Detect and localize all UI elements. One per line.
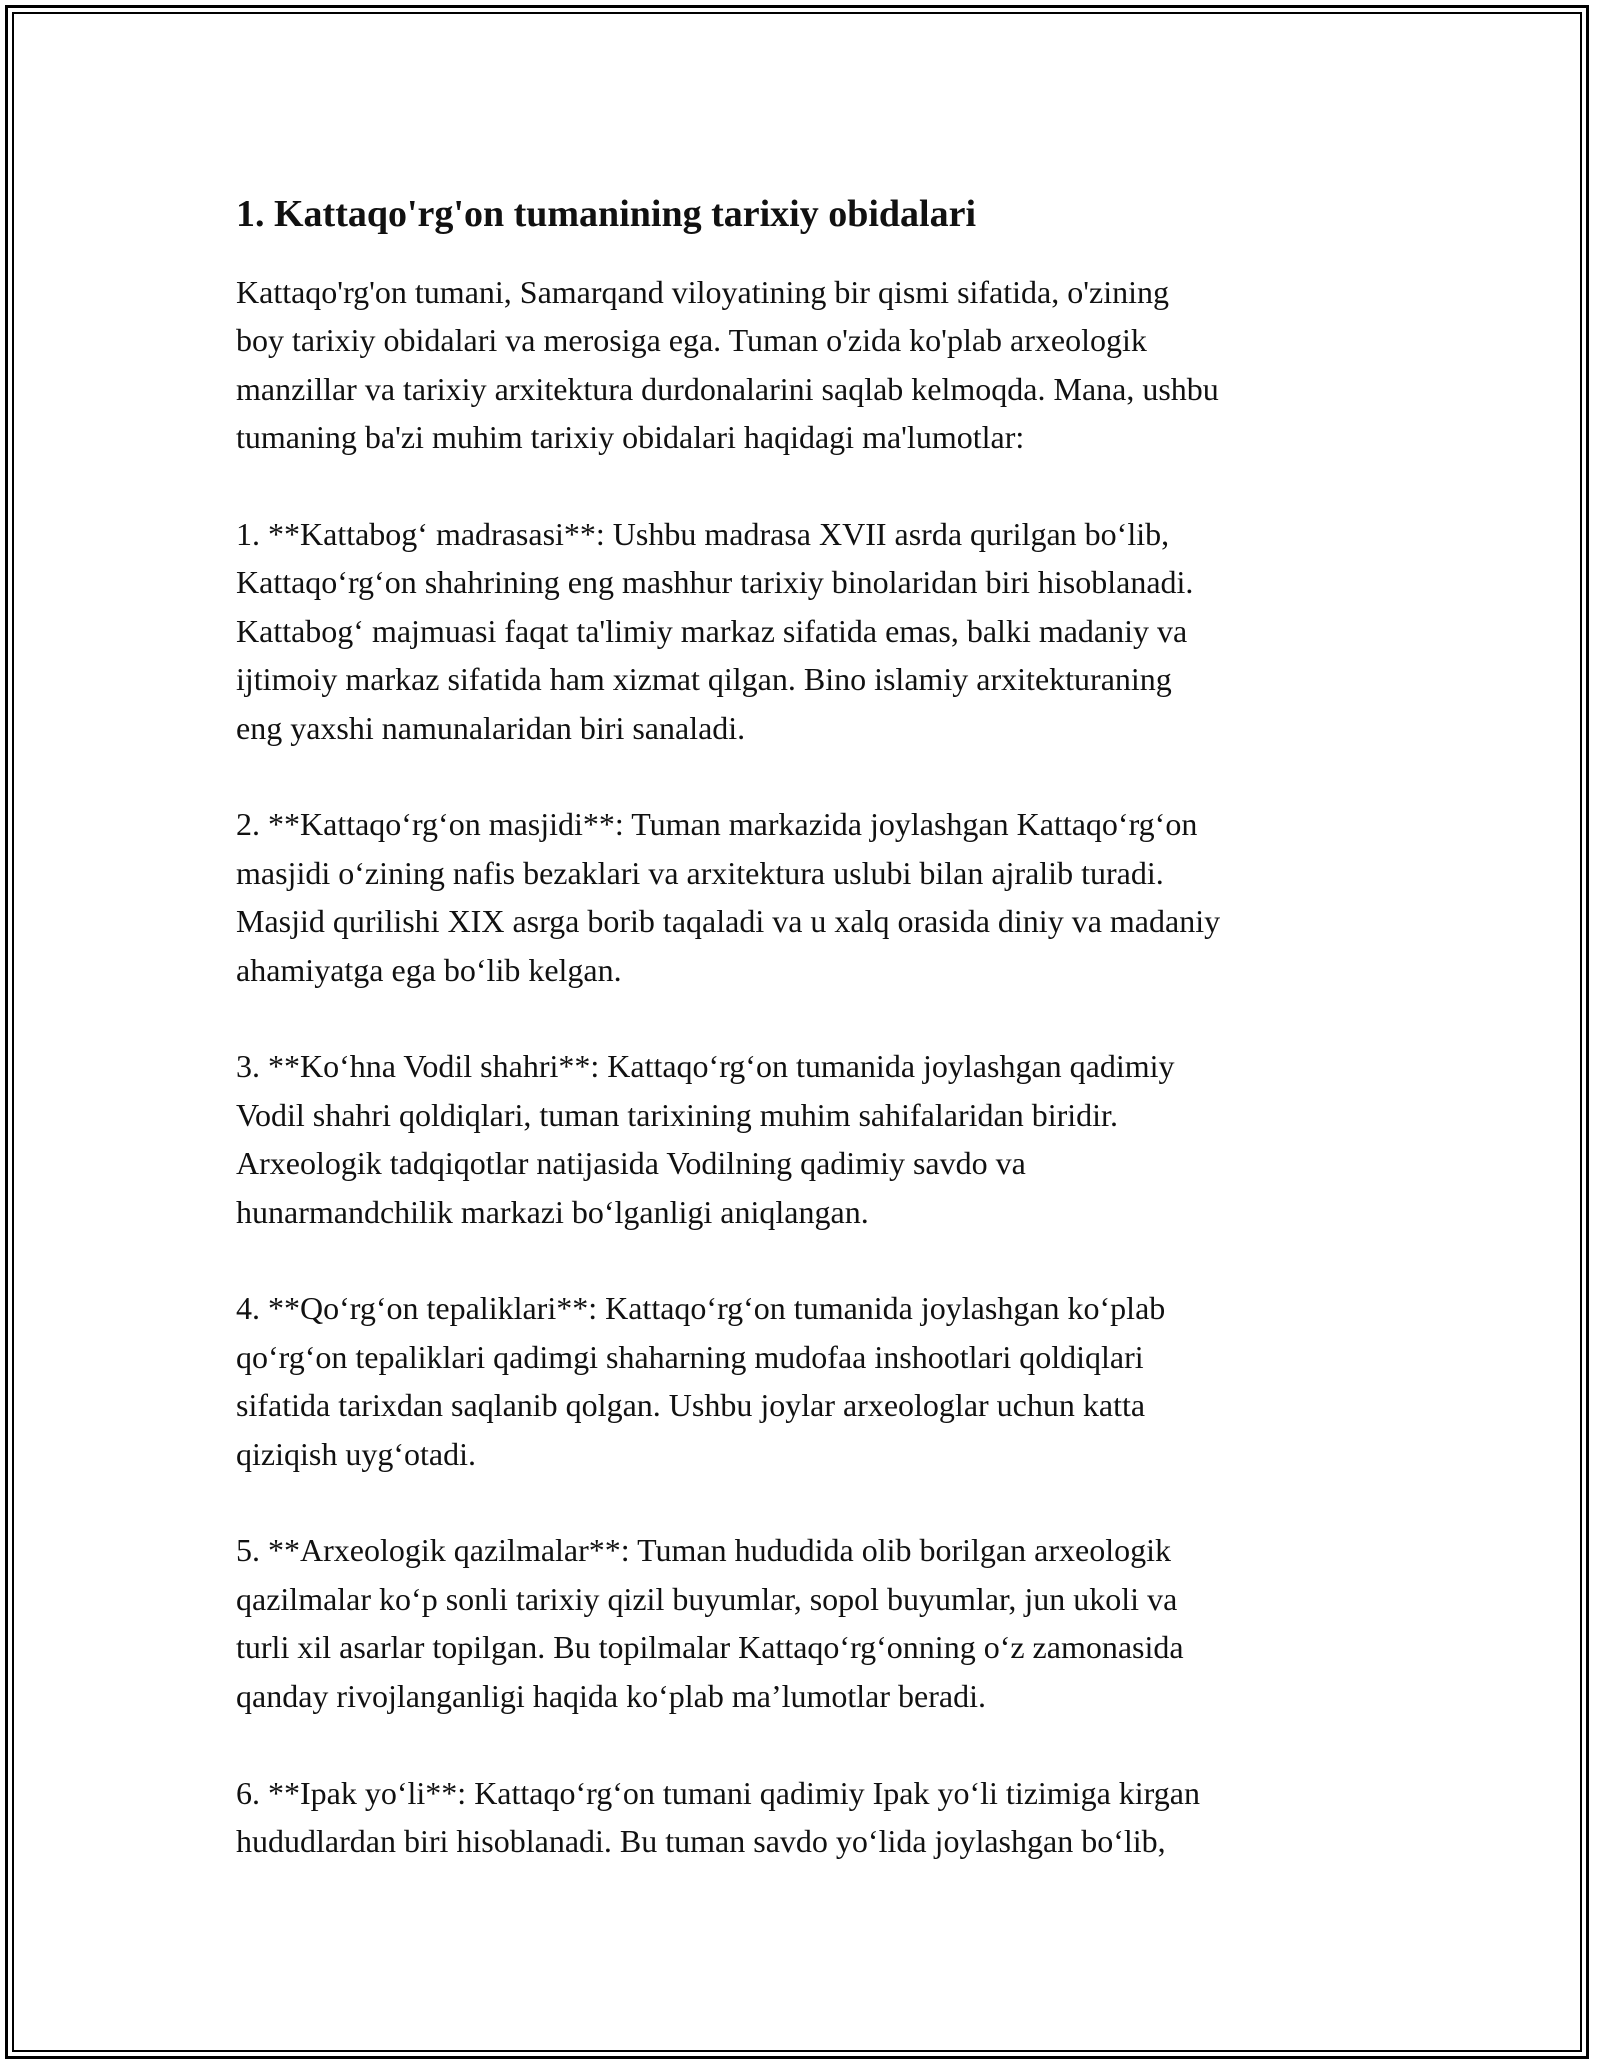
text-line: turli xil asarlar topilgan. Bu topilmalar Kattaqo‘rg‘onning o‘z zamonasida <box>236 1629 1184 1666</box>
text-line: Masjid qurilishi XIX asrga borib taqaladi va u xalq orasida diniy va madaniy <box>236 903 1221 940</box>
text-line: eng yaxshi namunalaridan biri sanaladi. <box>236 709 746 746</box>
text-line: hududlardan biri hisoblanadi. Bu tuman savdo yo‘lida joylashgan bo‘lib, <box>236 1822 1166 1859</box>
list-item-1 <box>236 510 1386 752</box>
text-line: ahamiyatga ega bo‘lib kelgan. <box>236 951 622 988</box>
list-item-5 <box>236 1526 1386 1720</box>
text-line: 3. **Ko‘hna Vodil shahri**: Kattaqo‘rg‘on tumanida joylashgan qadimiy <box>236 1048 1175 1085</box>
intro-paragraph <box>236 268 1386 462</box>
text-line: Kattaqo'rg'on tumani, Samarqand viloyatining bir qismi sifatida, o'zining <box>236 274 1169 310</box>
text-line: 6. **Ipak yo‘li**: Kattaqo‘rg‘on tumani qadimiy Ipak yo‘li tizimiga kirgan <box>236 1774 1200 1811</box>
text-line: 2. **Kattaqo‘rg‘on masjidi**: Tuman markazida joylashgan Kattaqo‘rg‘on <box>236 806 1198 843</box>
text-line: ijtimoiy markaz sifatida ham xizmat qilgan. Bino islamiy arxitekturaning <box>236 661 1172 698</box>
text-line: 1. **Kattabog‘ madrasasi**: Ushbu madrasa XVII asrda qurilgan bo‘lib, <box>236 516 1170 553</box>
text-line: qiziqish uyg‘otadi. <box>236 1435 476 1472</box>
text-line: qo‘rg‘on tepaliklari qadimgi shaharning mudofaa inshootlari qoldiqlari <box>236 1338 1144 1375</box>
text-line: 5. **Arxeologik qazilmalar**: Tuman hududida olib borilgan arxeologik <box>236 1532 1171 1569</box>
text-line: tumaning ba'zi muhim tarixiy obidalari haqidagi ma'lumotlar: <box>236 419 1025 456</box>
text-line: Kattaqo‘rg‘on shahrining eng mashhur tarixiy binolaridan biri hisoblanadi. <box>236 564 1194 601</box>
text-line: Kattabog‘ majmuasi faqat ta'limiy markaz sifatida emas, balki madaniy va <box>236 612 1188 649</box>
list-item-6 <box>236 1769 1386 1866</box>
text-line: qanday rivojlanganligi haqida ko‘plab ma’lumotlar beradi. <box>236 1677 986 1714</box>
document-body <box>236 184 1386 1865</box>
text-line: 4. **Qo‘rg‘on tepaliklari**: Kattaqo‘rg‘on tumanida joylashgan ko‘plab <box>236 1290 1166 1327</box>
text-line: boy tarixiy obidalari va merosiga ega. Tuman o'zida ko'plab arxeologik <box>236 322 1147 359</box>
section-heading: 1. Kattaqo'rg'on tumanining tarixiy obidalari <box>236 193 977 235</box>
text-line: qazilmalar ko‘p sonli tarixiy qizil buyumlar, sopol buyumlar, jun ukoli va <box>236 1580 1178 1617</box>
text-line: manzillar va tarixiy arxitektura durdonalarini saqlab kelmoqda. Mana, ushbu <box>236 370 1219 407</box>
text-line: sifatida tarixdan saqlanib qolgan. Ushbu joylar arxeologlar uchun katta <box>236 1387 1146 1424</box>
text-line: masjidi o‘zining nafis bezaklari va arxitektura uslubi bilan ajralib turadi. <box>236 854 1164 891</box>
text-line: hunarmandchilik markazi bo‘lganligi aniqlangan. <box>236 1193 869 1230</box>
text-line: Vodil shahri qoldiqlari, tuman tarixining muhim sahifalaridan biridir. <box>236 1096 1118 1133</box>
text-line: Arxeologik tadqiqotlar natijasida Vodilning qadimiy savdo va <box>236 1145 1026 1182</box>
list-item-2 <box>236 800 1386 994</box>
list-item-4 <box>236 1284 1386 1478</box>
list-item-3 <box>236 1042 1386 1236</box>
